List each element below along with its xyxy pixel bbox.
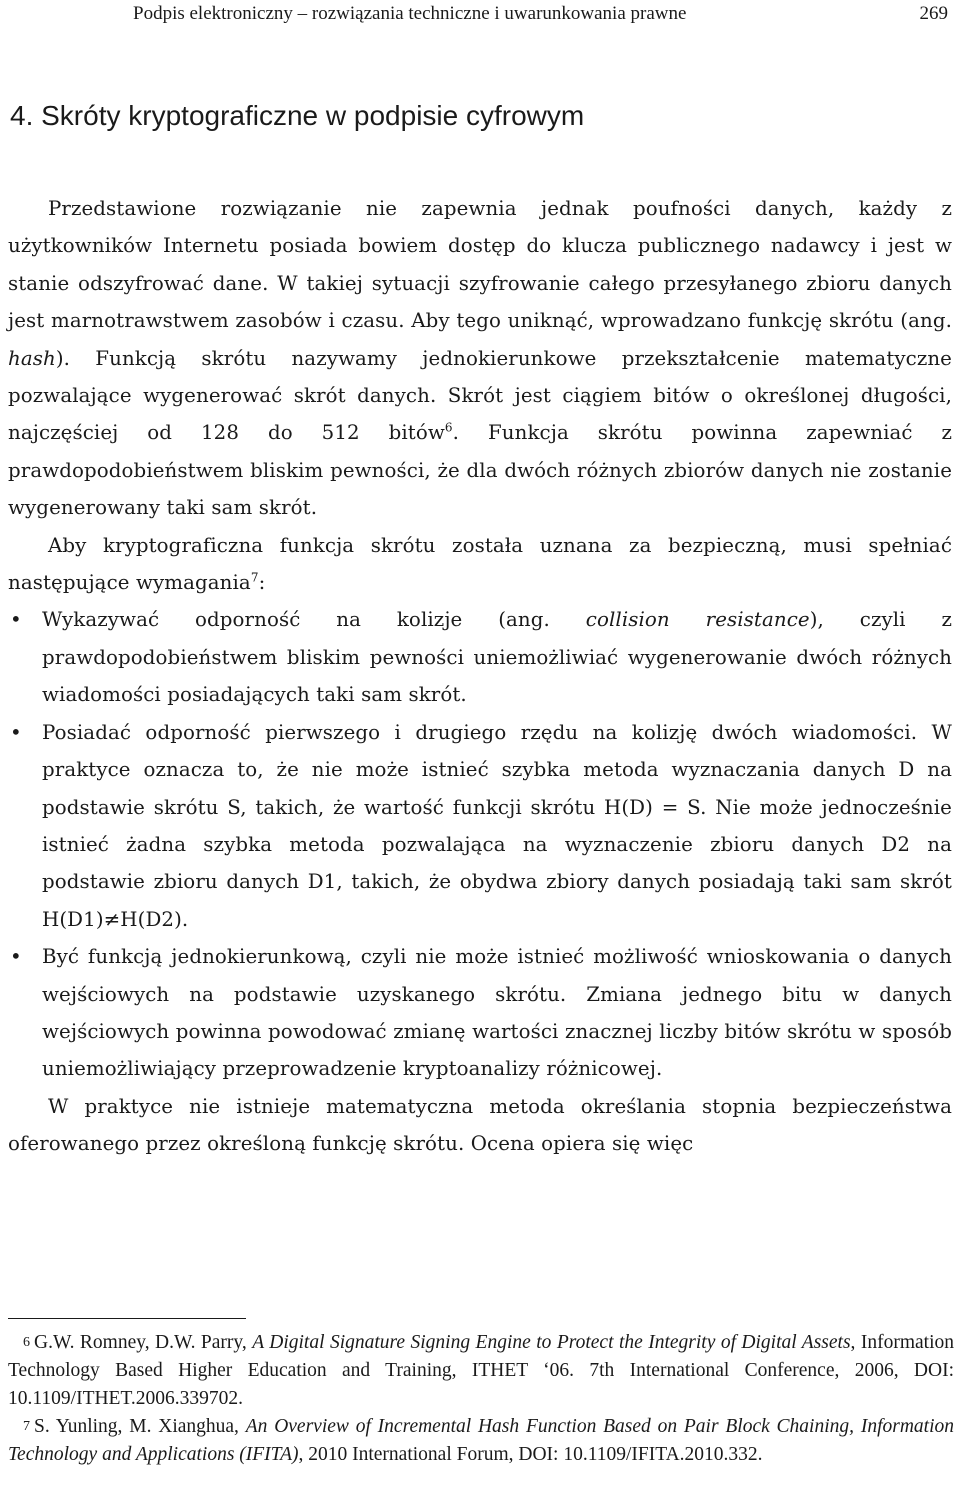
body-text — [8, 190, 952, 1163]
bullet-1-text-a: Wykazywać odporność na kolizje (ang. — [42, 608, 586, 632]
term-collision-resistance: collision resistance — [585, 608, 810, 632]
bullet-icon: • — [10, 608, 22, 632]
footnote-ref-6[interactable]: 6 — [444, 420, 453, 435]
footnotes — [8, 1318, 954, 1469]
paragraph-1-text-b: ). Funkcją skrótu nazywamy jednokierunkowe przekształcenie matematyczne pozwalające wygenerować skrót danych. Skrót jest ciągiem bitów o określonej długości, najczęściej od 128 do 512 bitów — [8, 346, 952, 445]
list-item — [8, 938, 952, 1088]
footnote-7-source: , 2010 International Forum, DOI: 10.1109/IFITA.2010.332. — [298, 1444, 763, 1465]
page-number: 269 — [919, 3, 948, 24]
footnote-rule — [8, 1318, 246, 1319]
requirements-list — [8, 601, 952, 1087]
paragraph-3: W praktyce nie istnieje matematyczna metoda określania stopnia bezpieczeństwa oferowanego przez określoną funkcję skrótu. Ocena opiera się więc — [8, 1094, 952, 1156]
running-title: Podpis elektroniczny – rozwiązania techniczne i uwarunkowania prawne — [133, 3, 687, 24]
term-hash: hash — [8, 346, 56, 370]
paragraph-1-text-c: . Funkcja skrótu powinna zapewniać z prawdopodobieństwem bliskim pewności, że dla dwóch różnych zbiorów danych nie zostanie wygenerowany taki sam skrót. — [8, 421, 953, 520]
footnote-6-title: A Digital Signature Signing Engine to Protect the Integrity of Digital Assets — [252, 1332, 851, 1353]
footnote-7-authors: S. Yunling, M. Xianghua, — [34, 1416, 246, 1437]
paragraph-2-text-a: Aby kryptograficzna funkcja skrótu została uznana za bezpieczną, musi spełniać następujące wymagania — [8, 533, 952, 595]
paragraph-1 — [8, 190, 952, 527]
running-header — [133, 0, 950, 30]
list-item — [8, 601, 952, 713]
bullet-icon: • — [10, 945, 22, 969]
paragraph-2 — [8, 527, 952, 602]
footnote-6-mark: 6 — [23, 1335, 30, 1350]
paragraph-2-text-b: : — [258, 571, 266, 595]
footnote-6 — [8, 1329, 954, 1413]
list-item — [8, 714, 952, 938]
paragraph-1-text-a: Przedstawione rozwiązanie nie zapewnia jednak poufności danych, każdy z użytkowników Internetu posiada bowiem dostęp do klucza publicznego nadawcy i jest w stanie odszyfrować dane. W takiej sytuacji szyfrowanie całego przesyłanego zbioru danych jest marnotrawstwem zasobów i czasu. Aby tego uniknąć, wprowadzano funkcję skrótu (ang. — [8, 197, 952, 333]
footnote-7-title: An Overview of Incremental Hash Function Based on Pair Block Chaining, Information Technology and Applications (IFITA) — [8, 1416, 954, 1465]
footnote-7 — [8, 1413, 954, 1469]
footnote-6-source: , Information Technology Based Higher Education and Training, ITHET ‘06. 7th International Conference, 2006, DOI: 10.1109/ITHET.2006.339702. — [8, 1332, 954, 1409]
bullet-1-text-b: ), czyli z prawdopodobieństwem bliskim pewności uniemożliwiać wygenerowanie dwóch różnych wiadomości posiadających taki sam skrót. — [42, 608, 952, 707]
footnote-7-mark: 7 — [23, 1419, 30, 1434]
bullet-3-text: Być funkcją jednokierunkową, czyli nie może istnieć możliwość wnioskowania o danych wejściowych na podstawie uzyskanego skrótu. Zmiana jednego bitu w danych wejściowych powinna powodować zmianę wartości znacznej liczby bitów skrótu w sposób uniemożliwiający przeprowadzenie kryptoanalizy różnicowej. — [42, 945, 952, 1081]
bullet-2-text: Posiadać odporność pierwszego i drugiego rzędu na kolizję dwóch wiadomości. W praktyce oznacza to, że nie może istnieć szybka metoda wyznaczania danych D na podstawie skrótu S, takich, że wartość funkcji skrótu H(D) = S. Nie może jednocześnie istnieć żadna szybka metoda pozwalająca na wyznaczenie zbioru danych D2 na podstawie zbioru danych D1, takich, że obydwa zbiory danych posiadają taki sam skrót H(D1)≠H(D2). — [42, 720, 952, 931]
footnote-ref-7[interactable]: 7 — [250, 570, 259, 585]
bullet-icon: • — [10, 720, 22, 744]
section-title: 4. Skróty kryptograficzne w podpisie cyfrowym — [10, 100, 585, 131]
footnote-6-authors: G.W. Romney, D.W. Parry, — [34, 1332, 253, 1353]
